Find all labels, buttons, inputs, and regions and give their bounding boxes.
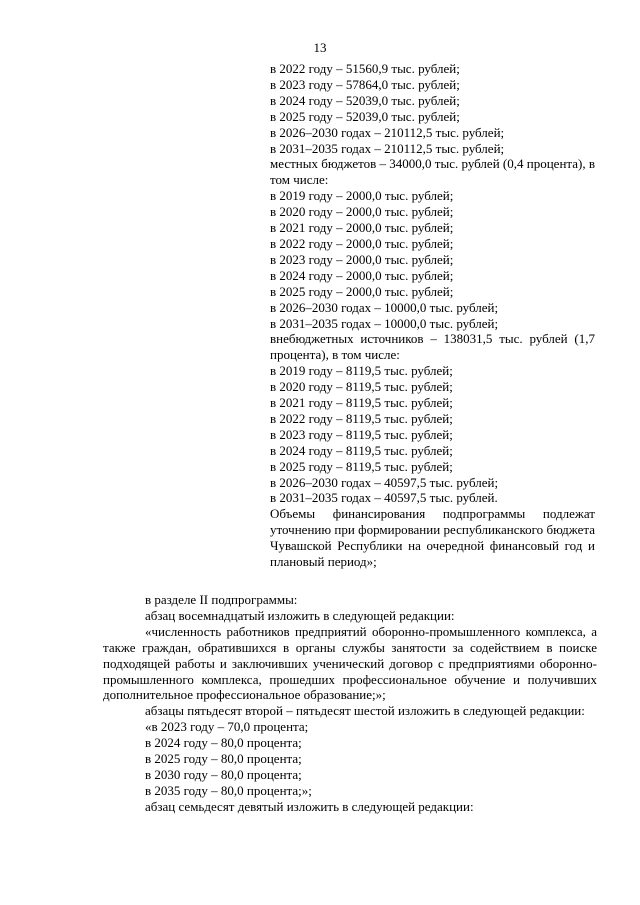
- financing-line: в 2031–2035 годах – 10000,0 тыс. рублей;: [270, 315, 499, 331]
- para-18-text: «численность работников предприятий оборонно-промышленного комплекса, а также граждан, обратившихся в органы службы занятости за содействием в поиске подходящей работы и заключивших ученический договор с предприятиями оборонно-промышленного комплекса, прошедших профессиональное обучение и получивших дополнительное профессиональное образование;»;: [103, 623, 597, 703]
- financing-line: в 2022 году – 8119,5 тыс. рублей;: [270, 410, 453, 426]
- financing-line: в 2023 году – 2000,0 тыс. рублей;: [270, 251, 454, 267]
- para-79-intro: абзац семьдесят девятый изложить в следующей редакции:: [145, 798, 474, 814]
- financing-line: в 2023 году – 8119,5 тыс. рублей;: [270, 426, 453, 442]
- financing-line: в 2023 году – 57864,0 тыс. рублей;: [270, 76, 460, 92]
- financing-line: в 2021 году – 2000,0 тыс. рублей;: [270, 220, 454, 236]
- financing-line: в 2022 году – 2000,0 тыс. рублей;: [270, 235, 454, 251]
- financing-line: в 2020 году – 2000,0 тыс. рублей;: [270, 204, 454, 220]
- financing-line: в 2021 году – 8119,5 тыс. рублей;: [270, 395, 453, 411]
- financing-line: в 2024 году – 52039,0 тыс. рублей;: [270, 92, 460, 108]
- financing-line: в 2022 году – 51560,9 тыс. рублей;: [270, 61, 460, 76]
- local-budgets-paragraph: местных бюджетов – 34000,0 тыс. рублей (0,4 процента), в том числе:: [270, 156, 595, 188]
- financing-line: в 2025 году – 52039,0 тыс. рублей;: [270, 108, 460, 124]
- financing-line: в 2026–2030 годах – 10000,0 тыс. рублей;: [270, 299, 499, 315]
- page-number: 13: [313, 40, 327, 55]
- financing-line: в 2019 году – 2000,0 тыс. рублей;: [270, 188, 454, 204]
- financing-line: в 2025 году – 8119,5 тыс. рублей;: [270, 458, 453, 474]
- financing-line: в 2031–2035 годах – 40597,5 тыс. рублей.: [270, 490, 498, 506]
- document-body: [103, 592, 597, 815]
- financing-line: в 2025 году – 2000,0 тыс. рублей;: [270, 283, 454, 299]
- extrabudgetary-paragraph: внебюджетных источников – 138031,5 тыс. рублей (1,7 процента), в том числе:: [270, 331, 595, 363]
- financing-line: в 2020 году – 8119,5 тыс. рублей;: [270, 379, 453, 395]
- financing-line: в 2026–2030 годах – 210112,5 тыс. рублей;: [270, 124, 505, 140]
- financing-line: в 2019 году – 8119,5 тыс. рублей;: [270, 363, 453, 379]
- section-intro: в разделе II подпрограммы:: [145, 592, 298, 607]
- percent-line: «в 2023 году – 70,0 процента;: [145, 719, 309, 735]
- financing-line: в 2024 году – 2000,0 тыс. рублей;: [270, 267, 454, 283]
- closing-paragraph: Объемы финансирования подпрограммы подлежат уточнению при формировании республиканского бюджета Чувашской Республики на очередной финансовый год и плановый период»;: [270, 506, 595, 570]
- financing-line: в 2026–2030 годах – 40597,5 тыс. рублей;: [270, 474, 499, 490]
- percent-line: в 2024 году – 80,0 процента;: [145, 735, 302, 751]
- para-52-56-intro: абзацы пятьдесят второй – пятьдесят шестой изложить в следующей редакции:: [145, 703, 585, 719]
- financing-line: в 2024 году – 8119,5 тыс. рублей;: [270, 442, 453, 458]
- para-18-intro: абзац восемнадцатый изложить в следующей редакции:: [145, 607, 455, 623]
- percent-line: в 2035 году – 80,0 процента;»;: [145, 782, 312, 798]
- percent-line: в 2030 году – 80,0 процента;: [145, 766, 302, 782]
- percent-line: в 2025 году – 80,0 процента;: [145, 751, 302, 767]
- financing-column: [270, 61, 595, 570]
- financing-line: в 2031–2035 годах – 210112,5 тыс. рублей;: [270, 140, 505, 156]
